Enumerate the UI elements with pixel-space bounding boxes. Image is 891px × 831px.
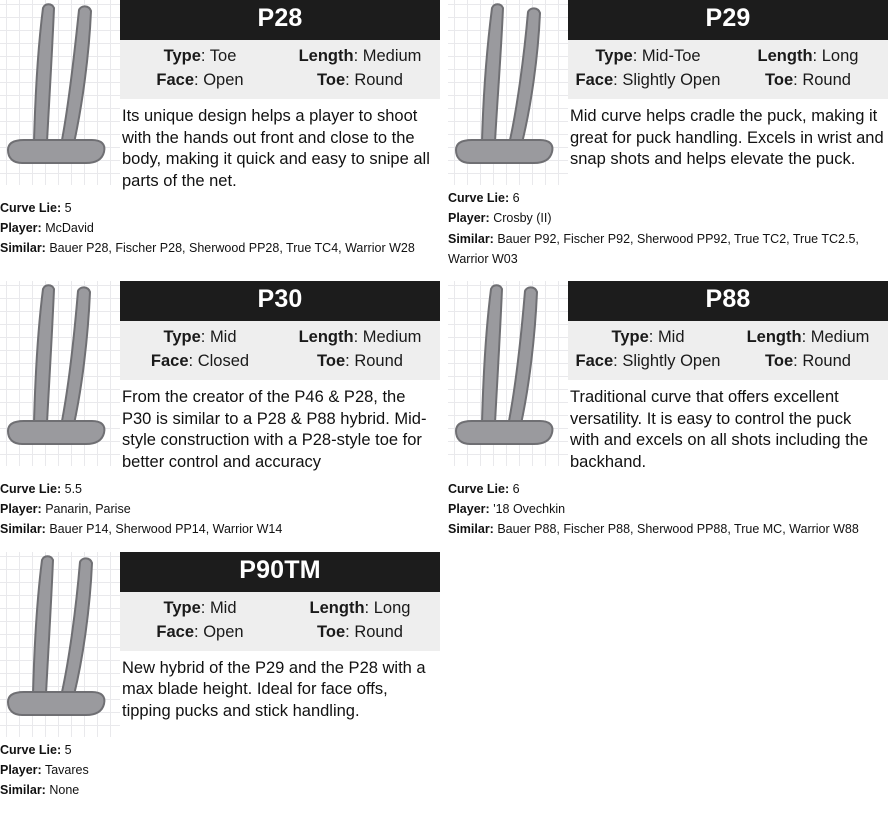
spec-type: Type: Mid-Toe xyxy=(595,47,701,65)
spec-length-value: Medium xyxy=(810,328,870,346)
meta-curve-lie-label: Curve Lie: xyxy=(448,191,510,205)
card-meta xyxy=(0,195,440,259)
spec-row xyxy=(568,45,888,69)
card-title: P88 xyxy=(568,281,888,321)
meta-player-label: Player: xyxy=(448,502,490,517)
spec-toe-label: Toe xyxy=(765,351,794,370)
spec-table xyxy=(568,40,888,99)
meta-player xyxy=(0,218,440,238)
curve-card-p28 xyxy=(0,0,440,269)
spec-face: Face: Open xyxy=(156,70,244,89)
meta-player-label: Player: xyxy=(0,221,42,236)
spec-type: Type: Mid xyxy=(163,328,237,346)
spec-type-label: Type xyxy=(611,328,649,346)
card-top xyxy=(448,281,888,476)
card-meta xyxy=(448,185,888,269)
blade-illustration-icon xyxy=(0,0,120,185)
meta-similar-label: Similar: xyxy=(448,522,494,537)
blade-illustration-icon xyxy=(448,0,568,185)
spec-table xyxy=(120,40,440,99)
spec-toe-label: Toe xyxy=(317,70,346,89)
meta-curve-lie xyxy=(0,198,440,218)
meta-similar xyxy=(448,229,888,270)
spec-length-label: Length xyxy=(298,47,354,65)
spec-toe-label: Toe xyxy=(317,622,346,641)
meta-similar-label: Similar: xyxy=(448,231,494,246)
spec-toe: Toe: Round xyxy=(765,70,851,89)
spec-row xyxy=(568,69,888,93)
meta-similar-value: Bauer P28, Fischer P28, Sherwood PP28, True TC4, Warrior W28 xyxy=(49,241,415,256)
spec-toe-label: Toe xyxy=(765,70,794,89)
card-meta xyxy=(0,737,440,801)
spec-length-value: Medium xyxy=(362,328,422,346)
meta-similar-value: Bauer P88, Fischer P88, Sherwood PP88, True MC, Warrior W88 xyxy=(497,522,859,537)
spec-toe-value: Round xyxy=(802,351,851,370)
meta-similar xyxy=(0,780,440,800)
card-description: Traditional curve that offers excellent versatility. It is easy to control the puck with and excels on all shots including the backhand. xyxy=(570,387,869,472)
spec-face: Face: Slightly Open xyxy=(575,351,721,370)
spec-face-value: Closed xyxy=(197,351,250,370)
blade-diagram-p90tm xyxy=(0,552,120,737)
curve-card-p88 xyxy=(448,281,888,540)
meta-player-value: McDavid xyxy=(45,221,94,236)
meta-curve-lie-value: 5.5 xyxy=(64,481,83,496)
meta-player-value: Crosby (II) xyxy=(493,211,552,226)
spec-type: Type: Mid xyxy=(611,328,685,346)
meta-curve-lie xyxy=(0,740,440,760)
spec-type-value: Toe xyxy=(209,47,237,65)
meta-similar xyxy=(448,519,888,539)
curve-card-p90tm xyxy=(0,552,440,801)
meta-similar-label: Similar: xyxy=(0,522,46,537)
spec-row xyxy=(120,69,440,93)
spec-row xyxy=(120,597,440,621)
curve-card-p29 xyxy=(448,0,888,269)
card-top xyxy=(448,0,888,185)
spec-face-label: Face xyxy=(575,351,614,370)
spec-length: Length: Medium xyxy=(298,47,422,65)
spec-type-label: Type xyxy=(163,328,201,346)
card-top xyxy=(0,281,440,476)
meta-similar xyxy=(0,238,440,258)
meta-curve-lie-value: 5 xyxy=(64,200,72,215)
spec-row xyxy=(120,326,440,350)
info-box xyxy=(120,281,440,476)
spec-face-value: Slightly Open xyxy=(622,70,721,89)
card-title: P90TM xyxy=(120,552,440,592)
blade-diagram-p30 xyxy=(0,281,120,466)
card-meta xyxy=(0,476,440,540)
meta-similar-value: None xyxy=(49,783,80,798)
spec-toe: Toe: Round xyxy=(317,70,403,89)
meta-curve-lie xyxy=(448,188,888,208)
card-top xyxy=(0,0,440,195)
card-meta xyxy=(448,476,888,540)
spec-toe-value: Round xyxy=(802,70,851,89)
meta-player xyxy=(0,499,440,519)
spec-face: Face: Open xyxy=(156,622,244,641)
card-description: From the creator of the P46 & P28, the P30 is similar to a P28 & P88 hybrid. Mid-style construction with a P28-style toe for better control and accuracy xyxy=(122,387,427,472)
meta-player xyxy=(448,499,888,519)
meta-similar-label: Similar: xyxy=(0,241,46,256)
meta-curve-lie-label: Curve Lie: xyxy=(0,481,62,496)
spec-face-label: Face xyxy=(150,351,189,370)
spec-type: Type: Mid xyxy=(163,598,237,617)
spec-length: Length: Long xyxy=(309,598,411,617)
card-title: P28 xyxy=(120,0,440,40)
spec-type-label: Type xyxy=(163,47,201,65)
meta-similar xyxy=(0,519,440,539)
card-title: P30 xyxy=(120,281,440,321)
blade-diagram-p29 xyxy=(448,0,568,185)
spec-row xyxy=(568,350,888,374)
blade-illustration-icon xyxy=(0,281,120,466)
spec-length-value: Long xyxy=(821,47,859,65)
spec-row xyxy=(120,45,440,69)
meta-player-label: Player: xyxy=(448,211,490,226)
curve-card-p30 xyxy=(0,281,440,540)
card-description: New hybrid of the P29 and the P28 with a max blade height. Ideal for face offs, tipping pucks and stick handling. xyxy=(122,658,426,721)
meta-curve-lie-label: Curve Lie: xyxy=(0,200,62,215)
spec-face-value: Open xyxy=(203,622,244,641)
meta-similar-value: Bauer P92, Fischer P92, Sherwood PP92, True TC2, True TC2.5, Warrior W03 xyxy=(448,231,859,266)
spec-face: Face: Slightly Open xyxy=(575,70,721,89)
blade-illustration-icon xyxy=(0,552,120,737)
spec-length: Length: Medium xyxy=(746,328,870,346)
meta-curve-lie xyxy=(448,479,888,499)
spec-face-value: Slightly Open xyxy=(622,351,721,370)
info-box xyxy=(568,281,888,476)
spec-type-label: Type xyxy=(595,47,633,65)
spec-face: Face: Closed xyxy=(150,351,250,370)
spec-toe: Toe: Round xyxy=(765,351,851,370)
spec-toe-value: Round xyxy=(354,622,403,641)
spec-type-value: Mid xyxy=(209,328,237,346)
card-description: Mid curve helps cradle the puck, making it great for puck handling. Excels in wrist and snap shots and helps elevate the puck. xyxy=(570,106,884,169)
spec-table xyxy=(120,321,440,380)
spec-face-label: Face xyxy=(156,70,195,89)
spec-length-label: Length xyxy=(757,47,813,65)
spec-face-label: Face xyxy=(575,70,614,89)
meta-player-value: Panarin, Parise xyxy=(45,502,131,517)
meta-player-value: Tavares xyxy=(44,762,89,777)
spec-toe: Toe: Round xyxy=(317,351,403,370)
blade-illustration-icon xyxy=(448,281,568,466)
spec-type-value: Mid xyxy=(657,328,685,346)
spec-table xyxy=(120,592,440,651)
spec-type-label: Type xyxy=(163,598,201,617)
spec-toe-value: Round xyxy=(354,351,403,370)
spec-type: Type: Toe xyxy=(163,47,237,65)
meta-player-label: Player: xyxy=(0,762,42,777)
spec-row xyxy=(120,621,440,645)
spec-face-value: Open xyxy=(203,70,244,89)
spec-toe: Toe: Round xyxy=(317,622,403,641)
meta-player-label: Player: xyxy=(0,502,42,517)
meta-player-value: '18 Ovechkin xyxy=(493,502,566,517)
spec-type-value: Mid-Toe xyxy=(641,47,701,65)
spec-length-label: Length xyxy=(309,598,365,617)
meta-player xyxy=(0,760,440,780)
meta-similar-value: Bauer P14, Sherwood PP14, Warrior W14 xyxy=(49,522,283,537)
spec-toe-value: Round xyxy=(354,70,403,89)
spec-length-value: Medium xyxy=(362,47,422,65)
meta-player xyxy=(448,208,888,228)
card-top xyxy=(0,552,440,737)
meta-similar-label: Similar: xyxy=(0,783,46,798)
spec-table xyxy=(568,321,888,380)
spec-length-label: Length xyxy=(298,328,354,346)
empty-grid-cell xyxy=(448,552,888,813)
info-box xyxy=(568,0,888,173)
spec-length-label: Length xyxy=(746,328,802,346)
info-box xyxy=(120,552,440,725)
spec-length: Length: Long xyxy=(757,47,859,65)
spec-length: Length: Medium xyxy=(298,328,422,346)
meta-curve-lie-value: 6 xyxy=(512,481,520,496)
info-box xyxy=(120,0,440,195)
spec-length-value: Long xyxy=(373,598,411,617)
spec-row xyxy=(120,350,440,374)
blade-diagram-p88 xyxy=(448,281,568,466)
meta-curve-lie xyxy=(0,479,440,499)
blade-diagram-p28 xyxy=(0,0,120,185)
meta-curve-lie-value: 6 xyxy=(512,191,520,205)
meta-curve-lie-label: Curve Lie: xyxy=(448,481,510,496)
card-title: P29 xyxy=(568,0,888,40)
spec-toe-label: Toe xyxy=(317,351,346,370)
card-description: Its unique design helps a player to shoot with the hands out front and close to the body, making it quick and easy to snipe all parts of the net. xyxy=(122,106,430,191)
meta-curve-lie-label: Curve Lie: xyxy=(0,742,62,757)
spec-type-value: Mid xyxy=(209,598,237,617)
spec-row xyxy=(568,326,888,350)
spec-face-label: Face xyxy=(156,622,195,641)
meta-curve-lie-value: 5 xyxy=(64,742,72,757)
